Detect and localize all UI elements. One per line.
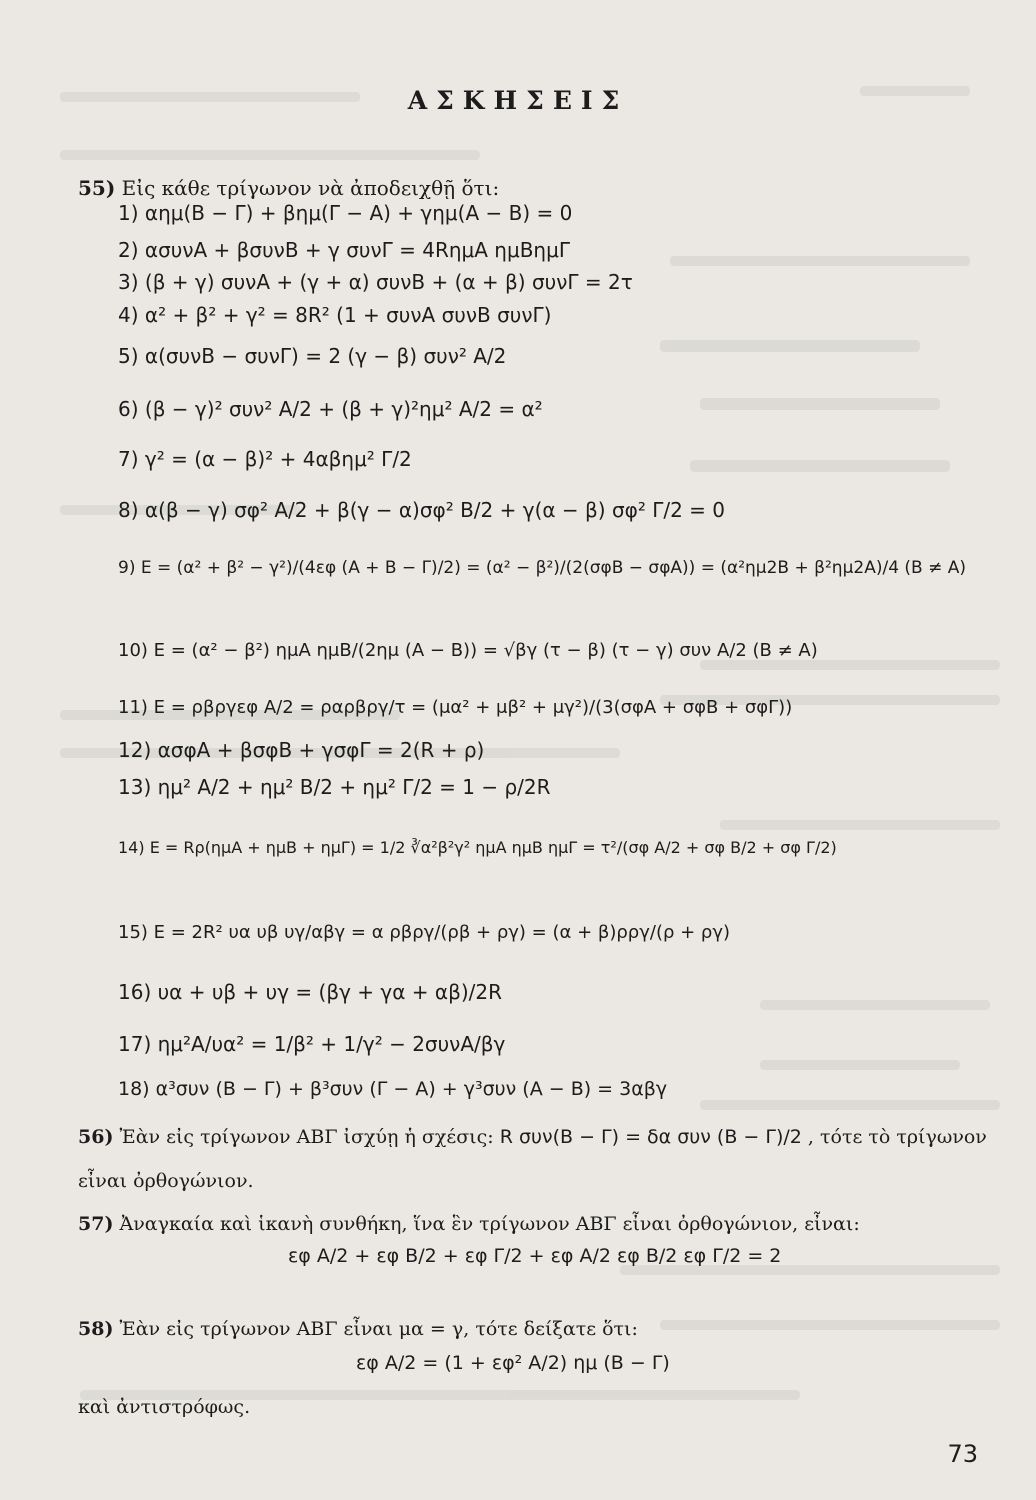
exercise-56 [78,1126,987,1148]
exercise-56-label: 56) [78,1126,114,1148]
exercise-57 [78,1213,860,1235]
equation-8: 8) α(β − γ) σφ² A/2 + β(γ − α)σφ² B/2 + γ(α − β) σφ² Γ/2 = 0 [118,498,725,522]
exercise-57-formula: εφ A/2 + εφ B/2 + εφ Γ/2 + εφ A/2 εφ B/2 εφ Γ/2 = 2 [288,1245,782,1267]
exercise-57-label: 57) [78,1213,114,1235]
equation-7: 7) γ² = (α − β)² + 4αβημ² Γ/2 [118,447,412,471]
equation-12: 12) ασφΑ + βσφΒ + γσφΓ = 2(R + ρ) [118,738,485,762]
equation-1: 1) αημ(Β − Γ) + βημ(Γ − Α) + γημ(Α − Β) = 0 [118,201,573,225]
exercise-56-continuation: εἶναι ὀρθογώνιον. [78,1170,254,1192]
page-title: ΑΣΚΗΣΕΙΣ [407,86,629,115]
equation-10: 10) E = (α² − β²) ημΑ ημΒ/(2ημ (Α − Β)) = √βγ (τ − β) (τ − γ) συν A/2 (Β ≠ Α) [118,640,818,661]
equation-14: 14) E = Rρ(ημΑ + ημΒ + ημΓ) = 1/2 ∛α²β²γ² ημΑ ημΒ ημΓ = τ²/(σφ A/2 + σφ B/2 + σφ Γ/2) [118,838,837,857]
exercise-55-label: 55) [78,176,116,200]
exercise-58-formula: εφ A/2 = (1 + εφ² A/2) ημ (Β − Γ) [356,1352,670,1374]
exercise-56-formula: R συν(Β − Γ) = δα συν (Β − Γ)/2 [499,1126,802,1148]
equation-17: 17) ημ²Α/υα² = 1/β² + 1/γ² − 2συνΑ/βγ [118,1032,506,1056]
equation-13: 13) ημ² A/2 + ημ² B/2 + ημ² Γ/2 = 1 − ρ/2R [118,775,551,799]
equation-15: 15) E = 2R² υα υβ υγ/αβγ = α ρβργ/(ρβ + ργ) = (α + β)ρργ/(ρ + ργ) [118,922,731,943]
exercise-56-text-a: Ἐὰν εἰς τρίγωνον ΑΒΓ ἰσχύῃ ἡ σχέσις: [119,1126,494,1148]
exercise-58-closing: καὶ ἀντιστρόφως. [78,1396,251,1418]
equation-18: 18) α³συν (Β − Γ) + β³συν (Γ − Α) + γ³συν (Α − Β) = 3αβγ [118,1078,668,1100]
exercise-58-label: 58) [78,1318,114,1340]
equation-5: 5) α(συνΒ − συνΓ) = 2 (γ − β) συν² A/2 [118,344,507,368]
exercise-55-intro [78,176,499,200]
exercise-56-text-b: , τότε τὸ τρίγωνον [807,1126,987,1148]
exercise-55-text: Εἰς κάθε τρίγωνον νὰ ἀποδειχθῇ ὅτι: [121,176,500,200]
equation-2: 2) ασυνΑ + βσυνΒ + γ συνΓ = 4RημΑ ημΒημΓ [118,238,570,262]
equation-3: 3) (β + γ) συνΑ + (γ + α) συνΒ + (α + β) συνΓ = 2τ [118,270,633,294]
equation-4: 4) α² + β² + γ² = 8R² (1 + συνΑ συνΒ συνΓ) [118,303,552,327]
equation-16: 16) υα + υβ + υγ = (βγ + γα + αβ)/2R [118,980,503,1004]
equation-9: 9) E = (α² + β² − γ²)/(4εφ (A + B − Γ)/2) = (α² − β²)/(2(σφΒ − σφΑ)) = (α²ημ2Β + β²ημ2Α)/4 (Β ≠ Α) [118,558,967,578]
equation-11: 11) E = ρβργεφ A/2 = ραρβργ/τ = (μα² + μβ² + μγ²)/(3(σφΑ + σφΒ + σφΓ)) [118,697,793,718]
exercise-58 [78,1318,638,1340]
exercise-57-text: Ἀναγκαία καὶ ἱκανὴ συνθήκη, ἵνα ἓν τρίγωνον ΑΒΓ εἶναι ὀρθογώνιον, εἶναι: [119,1213,860,1235]
equation-6: 6) (β − γ)² συν² A/2 + (β + γ)²ημ² A/2 = α² [118,397,543,421]
exercise-58-text: Ἐὰν εἰς τρίγωνον ΑΒΓ εἶναι μα = γ, τότε δείξατε ὅτι: [119,1318,638,1340]
page-number: 73 [947,1440,978,1468]
